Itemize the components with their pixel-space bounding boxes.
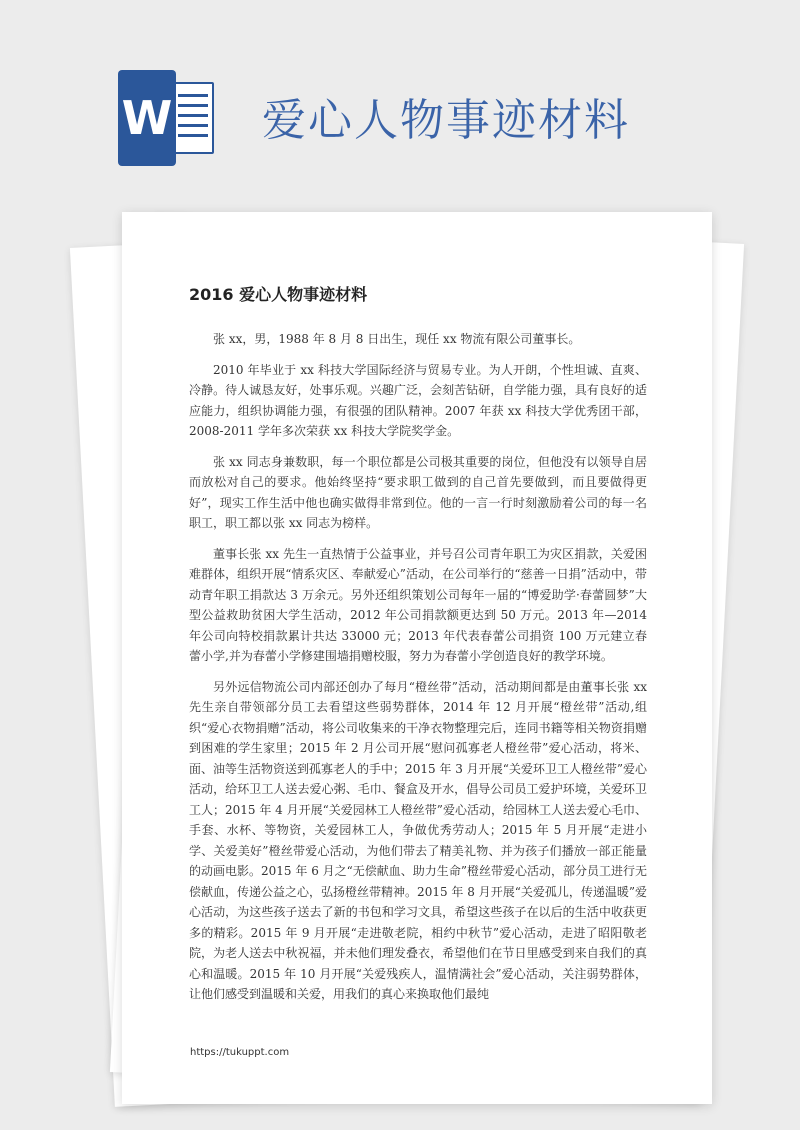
footer-url: https://tukuppt.com (190, 1047, 290, 1058)
header-banner (0, 0, 800, 210)
paragraph-intro: 张 xx，男，1988 年 8 月 8 日出生，现任 xx 物流有限公司董事长。 (213, 332, 581, 346)
document-title: 2016 爱心人物事迹材料 (189, 285, 368, 304)
paragraph-charity: 董事长张 xx 先生一直热情于公益事业，并号召公司青年职工为灾区捐款，关爱困难群体，组织开展“情系灾区、奉献爱心”活动，在公司举行的“慈善一日捐”活动中，带动青年职工捐款达 3 万余元。另外还组织策划公司每年一届的“博爱助学·春蕾圆梦”大型公益救助贫困大学生活动，2012 年公司捐款额更达到 50 万元。2013 年—2014 年公司向特校捐款累计共达 33000 元；2013 年代表春蕾公司捐资 100 万元建立春蕾小学,并为春蕾小学修建围墙捐赠校服，努力为春蕾小学创造良好的教学环境。 (189, 546, 647, 663)
paragraph-work: 张 xx 同志身兼数职，每一个职位都是公司极其重要的岗位，但他没有以领导自居而放松对自己的要求。他始终坚持“要求职工做到的自己首先要做到，而且要做得更好”，现实工作生活中他也确实做得非常到位。他的一言一行时刻激励着公司的每一名职工，职工都以张 xx 同志为榜样。 (189, 454, 647, 530)
word-document-icon (118, 70, 216, 166)
word-logo-letter: W (118, 70, 176, 166)
paragraph-education: 2010 年毕业于 xx 科技大学国际经济与贸易专业。为人开朗，个性坦诚、直爽、冷静。待人诚恳友好，处事乐观。兴趣广泛，会刻苦钻研，自学能力强，具有良好的适应能力，组织协调能力强，有很强的团队精神。2007 年获 xx 科技大学优秀团干部，2008-2011 学年多次荣获 xx 科技大学院奖学金。 (189, 362, 647, 438)
page-title: 爱心人物事迹材料 (262, 95, 630, 146)
paragraph-orange-ribbon: 另外远信物流公司内部还创办了每月“橙丝带”活动，活动期间都是由董事长张 xx 先生亲自带领部分员工去看望这些弱势群体，2014 年 12 月开展“橙丝带”活动,组织“爱心衣物捐赠”活动，将公司收集来的干净衣物整理完后，连同书籍等相关物资捐赠到困难的学生家里；2015 年 2 月公司开展“慰问孤寡老人橙丝带”爱心活动，将米、面、油等生活物资送到孤寡老人的手中；2015 年 3 月开展“关爱环卫工人橙丝带”爱心活动，给环卫工人送去爱心粥、毛巾、餐盒及开水，倡导公司员工爱护环境，关爱环卫工人；2015 年 4 月开展“关爱园林工人橙丝带”爱心活动，给园林工人送去爱心毛巾、手套、水杯、等物资，关爱园林工人，争做优秀劳动人；2015 年 5 月开展“走进小学、关爱美好”橙丝带爱心活动，为他们带去了精美礼物、并为孩子们播放一部正能量的动画电影。2015 年 6 月之“无偿献血、助力生命”橙丝带爱心活动，部分员工进行无偿献血，传递公益之心，弘扬橙丝带精神。2015 年 8 月开展“关爱孤儿，传递温暖”爱心活动，为这些孩子送去了新的书包和学习文具，希望这些孩子在以后的生活中收获更多的精彩。2015 年 9 月开展“走进敬老院，相约中秋节”爱心活动，走进了昭阳敬老院，为老人送去中秋祝福，并未他们理发叠衣，希望他们在节日里感受到来自我们的真心和温暖。2015 年 10 月开展“关爱残疾人，温情满社会”爱心活动，关注弱势群体，让他们感受到温暖和关爱，用我们的真心来换取他们最纯 (189, 679, 647, 1001)
document-page (122, 212, 712, 1104)
